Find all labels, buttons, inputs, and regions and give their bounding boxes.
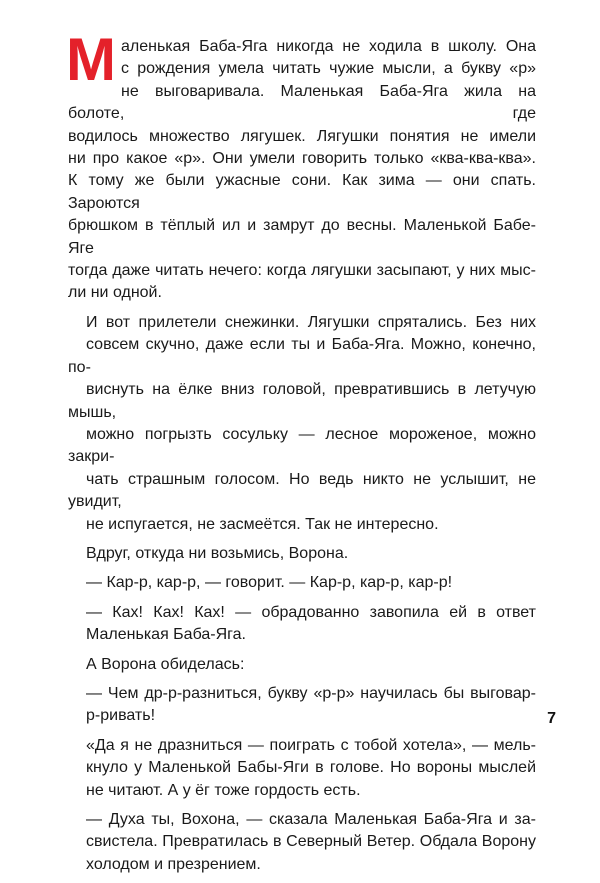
text-line: — Ках! Ках! Ках! — обрадованно завопила ей в ответ [86,603,536,621]
text-line: ли ни одной. [68,284,162,302]
page-body [66,26,536,883]
text-line: кнуло у Маленькой Бабы-Яги в голове. Но вороны мыслей [86,759,536,777]
text-line: — Духа ты, Вохона, — сказала Маленькая Баба-Яга и за- [86,811,536,828]
text-line: «Да я не дразниться — поиграть с тобой хотела», — мель- [86,736,536,754]
paragraph [68,602,536,647]
paragraph [68,543,536,565]
paragraph [68,654,536,676]
text-line: брюшком в тёплый ил и замрут до весны. Маленькой Бабе-Яге [68,217,536,257]
paragraph [68,572,536,594]
text-line: можно погрызть сосульку — лесное мороженое, можно закри- [68,425,536,466]
text-line: р-ривать! [86,707,156,725]
paragraph [66,26,536,305]
text-line: И вот прилетели снежинки. Лягушки спрятались. Без них [86,313,536,331]
text-line: совсем скучно, даже если ты и Баба-Яга. Можно, конечно, по- [68,336,536,376]
text-line: Маленькая Баба-Яга. [86,626,246,644]
text-line: свистела. Превратилась в Северный Ветер. Обдала Ворону [86,833,536,851]
text-line: с рождения умела читать чужие мысли, а букву «р» [120,60,536,78]
text-line: виснуть на ёлке вниз головой, превратившись в летучую мышь, [68,381,536,421]
text-line: — Чем др-р-разниться, букву «р-р» научилась бы выговар- [86,684,536,702]
text-line: холодом и презрением. [86,855,261,873]
text-line: ни про какое «р». Они умели говорить только «ква-ква-ква». [68,150,536,168]
text-line: Вдруг, откуда ни возьмись, Ворона. [86,544,349,562]
text-line: аленькая Баба-Яга никогда не ходила в школу. Она [120,38,536,55]
text-line: не выговаривала. Маленькая Баба-Яга жила на болоте, где [68,82,536,123]
text-line: А Ворона обиделась: [86,655,245,673]
text-line: не испугается, не засмеётся. Так не интересно. [86,515,439,533]
drop-cap: М [66,26,116,93]
text-line: не читают. А у ёг тоже гордость есть. [86,781,361,799]
paragraph [68,735,536,802]
paragraph [68,683,536,728]
text-line: — Кар-р, кар-р, — говорит. — Кар-р, кар-р, кар-р! [86,574,453,592]
text-line: чать страшным голосом. Но ведь никто не услышит, не увидит, [68,470,536,511]
text-line: тогда даже читать нечего: когда лягушки засыпают, у них мыс- [68,262,536,280]
text-line: К тому же были ужасные сони. Как зима — они спать. Зароются [68,172,536,212]
paragraph [68,312,536,536]
text-line: водилось множество лягушек. Лягушки понятия не имели [68,127,536,145]
paragraph [68,809,536,876]
page-number: 7 [547,710,556,727]
